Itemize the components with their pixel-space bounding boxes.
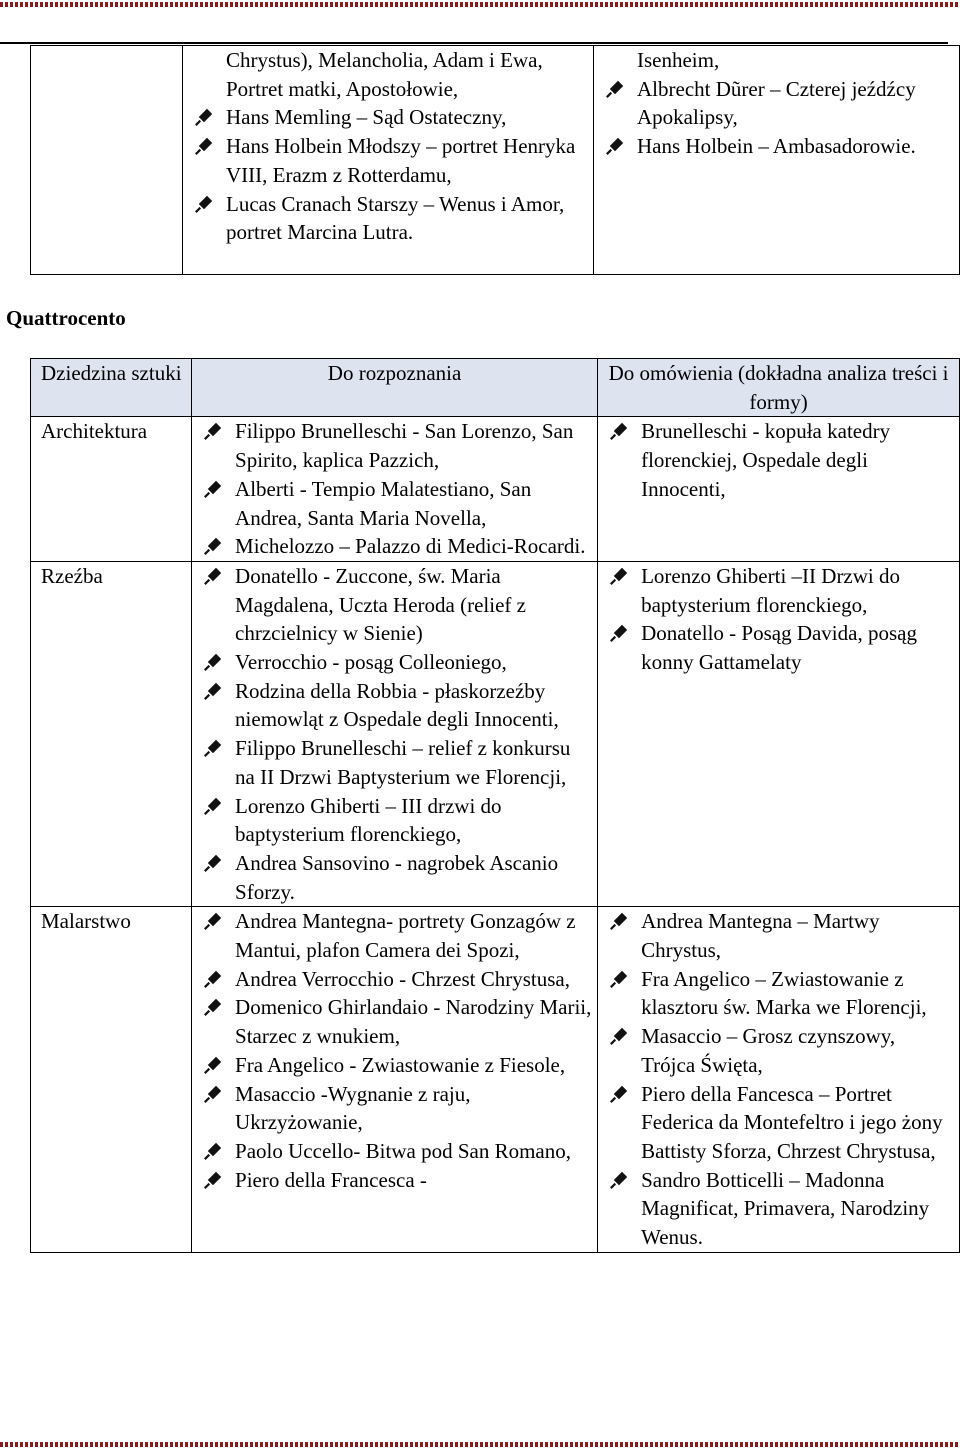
- recognize-cell: [192, 907, 598, 1252]
- list-item: [598, 417, 959, 503]
- table-row: [31, 561, 960, 906]
- list-item-text: Sandro Botticelli – Madonna Magnificat, Primavera, Narodziny Wenus.: [641, 1167, 930, 1250]
- list-item: [598, 619, 959, 676]
- list-item: [192, 792, 597, 849]
- list-item-text: Verrocchio - posąg Colleoniego,: [235, 650, 507, 675]
- section-title: Quattrocento: [6, 306, 126, 330]
- pin-bullet-icon: [610, 1171, 628, 1189]
- list-item: [598, 1166, 959, 1252]
- list-item-text: Piero della Fancesca – Portret Federica da Montefeltro i jego żony Battisty Sforza, Chrzest Chrystusa,: [641, 1081, 943, 1163]
- list-item: [594, 132, 959, 161]
- pin-bullet-icon: [204, 1142, 222, 1160]
- list-item-text: Isenheim,: [637, 48, 720, 72]
- header-rule: [0, 42, 948, 44]
- list-item: [192, 1166, 597, 1195]
- list-item: [183, 190, 593, 247]
- list-item: [183, 132, 593, 189]
- pin-bullet-icon: [204, 797, 222, 815]
- list-item-text: Masaccio – Grosz czynszowy, Trójca Święta,: [641, 1024, 896, 1077]
- recognize-list: [192, 417, 597, 561]
- list-item-text: Masaccio -Wygnanie z raju, Ukrzyżowanie,: [235, 1081, 471, 1135]
- list-item: [192, 1137, 597, 1166]
- list-item: [598, 1080, 959, 1166]
- discuss-cell: [598, 907, 960, 1252]
- list-item-text: Andrea Mantegna – Martwy Chrystus,: [641, 909, 880, 963]
- list-item-text: Fra Angelico - Zwiastowanie z Fiesole,: [235, 1052, 566, 1077]
- pin-bullet-icon: [204, 567, 222, 585]
- list-item: [192, 1051, 597, 1080]
- discuss-list: [594, 46, 959, 161]
- list-item: [183, 46, 593, 103]
- list-item: [594, 75, 959, 132]
- list-item-text: Albrecht Dũrer – Czterej jeźdźcy Apokalipsy,: [637, 76, 916, 130]
- top-decorative-stripe: [0, 2, 960, 7]
- list-item: [192, 1080, 597, 1137]
- pin-bullet-icon: [204, 1085, 222, 1103]
- list-item: [594, 46, 959, 75]
- list-item: [192, 849, 597, 906]
- recognize-cell: [192, 561, 598, 906]
- category-cell: Architektura: [31, 417, 192, 562]
- table-row: [31, 417, 960, 562]
- header-recognize: Do rozpoznania: [192, 359, 598, 417]
- list-item-text: Andrea Sansovino - nagrobek Ascanio Sforzy.: [235, 850, 559, 904]
- continued-table: [30, 45, 960, 275]
- list-item-text: Paolo Uccello- Bitwa pod San Romano,: [235, 1138, 571, 1163]
- list-item: [183, 103, 593, 132]
- list-item-text: Andrea Verrocchio - Chrzest Chrystusa,: [235, 966, 570, 991]
- list-item: [192, 734, 597, 791]
- list-item-text: Piero della Francesca -: [235, 1167, 427, 1192]
- quattrocento-table: [30, 358, 960, 1253]
- list-item-text: Fra Angelico – Zwiastowanie z klasztoru św. Marka we Florencji,: [641, 966, 927, 1020]
- pin-bullet-icon: [204, 970, 222, 988]
- list-item: [192, 907, 597, 964]
- list-item-text: Lucas Cranach Starszy – Wenus i Amor, portret Marcina Lutra.: [226, 191, 565, 245]
- list-item-text: Hans Holbein – Ambasadorowie.: [637, 134, 916, 159]
- pin-bullet-icon: [204, 854, 222, 872]
- pin-bullet-icon: [204, 422, 222, 440]
- pin-bullet-icon: [195, 108, 213, 126]
- list-item: [598, 562, 959, 619]
- pin-bullet-icon: [204, 480, 222, 498]
- pin-bullet-icon: [610, 422, 628, 440]
- list-item-text: Donatello - Posąg Davida, posąg konny Gattamelaty: [641, 621, 917, 675]
- list-item: [192, 562, 597, 648]
- list-item: [598, 965, 959, 1022]
- list-item-text: Brunelleschi - kopuła katedry florenckiej, Ospedale degli Innocenti,: [641, 419, 891, 501]
- list-item: [192, 965, 597, 994]
- list-item-text: Andrea Mantegna- portrety Gonzagów z Mantui, plafon Camera dei Spozi,: [235, 909, 576, 963]
- table-row: [31, 46, 960, 275]
- pin-bullet-icon: [610, 1027, 628, 1045]
- table-header-row: [31, 359, 960, 417]
- pin-bullet-icon: [204, 653, 222, 671]
- pin-bullet-icon: [204, 537, 222, 555]
- list-item: [192, 677, 597, 734]
- discuss-cell: [598, 561, 960, 906]
- discuss-list: [598, 907, 959, 1251]
- list-item: [192, 993, 597, 1050]
- empty-category-cell: [31, 46, 183, 275]
- list-item-text: Rodzina della Robbia - płaskorzeźby niemowląt z Ospedale degli Innocenti,: [235, 678, 559, 732]
- pin-bullet-icon: [195, 137, 213, 155]
- list-item-text: Hans Holbein Młodszy – portret Henryka VIII, Erazm z Rotterdamu,: [226, 134, 576, 187]
- list-item-text: Filippo Brunelleschi – relief z konkursu na II Drzwi Baptysterium we Florencji,: [235, 736, 571, 789]
- discuss-list: [598, 562, 959, 677]
- pin-bullet-icon: [606, 80, 624, 98]
- header-category: Dziedzina sztuki: [31, 359, 192, 417]
- pin-bullet-icon: [610, 970, 628, 988]
- pin-bullet-icon: [204, 682, 222, 700]
- list-item-text: Lorenzo Ghiberti – III drzwi do baptysterium florenckiego,: [235, 793, 502, 847]
- list-item-text: Lorenzo Ghiberti –II Drzwi do baptysterium florenckiego,: [641, 563, 901, 617]
- category-cell: Malarstwo: [31, 907, 192, 1252]
- table-row: [31, 907, 960, 1252]
- pin-bullet-icon: [610, 1085, 628, 1103]
- pin-bullet-icon: [204, 1056, 222, 1074]
- discuss-cell: [594, 46, 960, 275]
- pin-bullet-icon: [204, 912, 222, 930]
- recognize-cell: [192, 417, 598, 562]
- pin-bullet-icon: [610, 567, 628, 585]
- recognize-list: [192, 907, 597, 1194]
- discuss-list: [598, 417, 959, 503]
- list-item-text: Alberti - Tempio Malatestiano, San Andrea, Santa Maria Novella,: [235, 476, 532, 530]
- recognize-list: [192, 562, 597, 906]
- category-cell: Rzeźba: [31, 561, 192, 906]
- pin-bullet-icon: [606, 137, 624, 155]
- list-item: [192, 475, 597, 532]
- bottom-decorative-stripe: [0, 1442, 960, 1447]
- pin-bullet-icon: [204, 739, 222, 757]
- list-item-text: Michelozzo – Palazzo di Medici-Rocardi.: [235, 534, 586, 559]
- pin-bullet-icon: [610, 624, 628, 642]
- list-item: [598, 1022, 959, 1079]
- list-item-text: Chrystus), Melancholia, Adam i Ewa, Portret matki, Apostołowie,: [226, 48, 543, 101]
- pin-bullet-icon: [204, 1171, 222, 1189]
- list-item: [192, 648, 597, 677]
- list-item: [192, 417, 597, 474]
- list-item-text: Hans Memling – Sąd Ostateczny,: [226, 105, 507, 130]
- list-item: [598, 907, 959, 964]
- pin-bullet-icon: [610, 912, 628, 930]
- list-item-text: Filippo Brunelleschi - San Lorenzo, San Spirito, kaplica Pazzich,: [235, 419, 574, 473]
- recognize-list: [183, 46, 593, 247]
- recognize-cell: [183, 46, 594, 275]
- list-item-text: Donatello - Zuccone, św. Maria Magdalena, Uczta Heroda (relief z chrzcielnicy w Sienie): [235, 563, 526, 646]
- discuss-cell: [598, 417, 960, 562]
- pin-bullet-icon: [195, 195, 213, 213]
- list-item: [192, 532, 597, 561]
- pin-bullet-icon: [204, 998, 222, 1016]
- list-item-text: Domenico Ghirlandaio - Narodziny Marii, Starzec z wnukiem,: [235, 995, 592, 1049]
- header-discuss: Do omówienia (dokładna analiza treści i formy): [598, 359, 960, 417]
